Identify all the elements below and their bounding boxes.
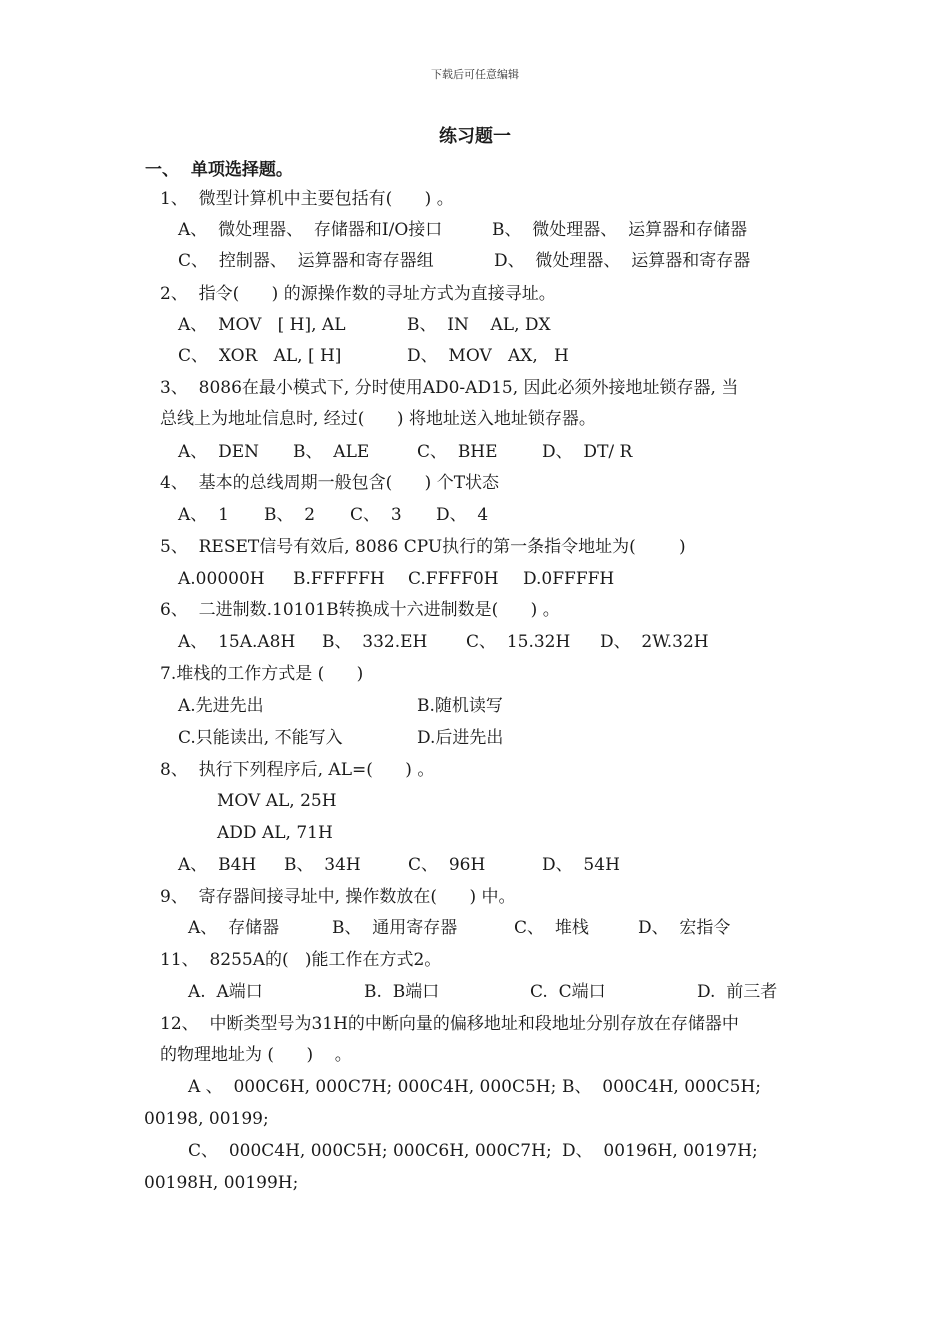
- question-5-option-a: A.00000H: [178, 569, 265, 589]
- question-9-option-d: D、 宏指令: [638, 918, 731, 938]
- question-12-stem-line-2: 的物理地址为 ( ) 。: [160, 1045, 352, 1065]
- question-4-option-a: A、 1: [178, 505, 229, 525]
- question-1-stem: 1、 微型计算机中主要包括有( ) 。: [160, 189, 454, 209]
- question-9-stem: 9、 寄存器间接寻址中, 操作数放在( ) 中。: [160, 887, 516, 907]
- question-7-option-d: D.后进先出: [417, 728, 504, 748]
- question-6-option-c: C、 15.32H: [466, 632, 571, 652]
- page-header: 下载后可任意编辑: [431, 68, 519, 81]
- question-11-stem: 11、 8255A的( )能工作在方式2。: [160, 950, 442, 970]
- question-3-option-d: D、 DT/ R: [542, 442, 633, 462]
- section-heading: 一、 单项选择题。: [145, 160, 293, 180]
- question-9-option-c: C、 堆栈: [514, 918, 589, 938]
- question-2-option-d: D、 MOV AX, H: [407, 346, 569, 366]
- question-8-stem: 8、 执行下列程序后, AL=( ) 。: [160, 760, 435, 780]
- question-11-option-c: C. C端口: [530, 982, 606, 1002]
- question-7-stem: 7.堆栈的工作方式是 ( ): [160, 664, 364, 684]
- question-12-option-c: C、 000C4H, 000C5H; 000C6H, 000C7H;: [188, 1141, 552, 1161]
- question-6-option-b: B、 332.EH: [322, 632, 428, 652]
- question-7-option-c: C.只能读出, 不能写入: [178, 728, 343, 748]
- question-7-option-b: B.随机读写: [417, 696, 503, 716]
- question-6-option-d: D、 2W.32H: [600, 632, 709, 652]
- question-4-option-b: B、 2: [264, 505, 316, 525]
- question-4-stem: 4、 基本的总线周期一般包含( ) 个T状态: [160, 473, 500, 493]
- question-1-option-d: D、 微处理器、 运算器和寄存器: [494, 251, 751, 271]
- question-8-option-b: B、 34H: [284, 855, 361, 875]
- question-1-option-a: A、 微处理器、 存储器和I/O接口: [178, 220, 443, 240]
- question-5-stem: 5、 RESET信号有效后, 8086 CPU执行的第一条指令地址为( ): [160, 537, 686, 557]
- question-2-option-a: A、 MOV [ H], AL: [178, 315, 346, 335]
- question-4-option-d: D、 4: [436, 505, 489, 525]
- question-8-option-d: D、 54H: [542, 855, 620, 875]
- question-8-option-c: C、 96H: [408, 855, 486, 875]
- page-title: 练习题一: [439, 126, 511, 147]
- question-12-option-d-continued: 00198H, 00199H;: [144, 1173, 299, 1193]
- question-11-option-b: B. B端口: [364, 982, 440, 1002]
- question-3-option-c: C、 BHE: [417, 442, 498, 462]
- question-1-option-b: B、 微处理器、 运算器和存储器: [492, 220, 748, 240]
- question-3-option-a: A、 DEN: [178, 442, 259, 462]
- question-12-stem-line-1: 12、 中断类型号为31H的中断向量的偏移地址和段地址分别存放在存储器中: [160, 1014, 739, 1034]
- question-4-option-c: C、 3: [350, 505, 402, 525]
- question-12-option-b: B、 000C4H, 000C5H;: [562, 1077, 762, 1097]
- question-3-stem-line-1: 3、 8086在最小模式下, 分时使用AD0-AD15, 因此必须外接地址锁存器, 当: [160, 378, 739, 398]
- question-2-option-b: B、 IN AL, DX: [407, 315, 551, 335]
- question-9-option-a: A、 存储器: [188, 918, 280, 938]
- question-6-stem: 6、 二进制数.10101B转换成十六进制数是( ) 。: [160, 600, 560, 620]
- question-2-option-c: C、 XOR AL, [ H]: [178, 346, 342, 366]
- question-11-option-a: A. A端口: [188, 982, 263, 1002]
- question-12-option-d: D、 00196H, 00197H;: [562, 1141, 758, 1161]
- question-6-option-a: A、 15A.A8H: [178, 632, 296, 652]
- question-8-code-line-2: ADD AL, 71H: [217, 823, 333, 843]
- question-12-option-b-continued: 00198, 00199;: [144, 1109, 269, 1129]
- question-5-option-c: C.FFFF0H: [408, 569, 499, 589]
- question-3-stem-line-2: 总线上为地址信息时, 经过( ) 将地址送入地址锁存器。: [160, 409, 596, 429]
- question-5-option-b: B.FFFFFH: [293, 569, 385, 589]
- question-2-stem: 2、 指令( ) 的源操作数的寻址方式为直接寻址。: [160, 284, 556, 304]
- question-5-option-d: D.0FFFFH: [523, 569, 615, 589]
- question-8-option-a: A、 B4H: [178, 855, 257, 875]
- question-9-option-b: B、 通用寄存器: [332, 918, 458, 938]
- question-11-option-d: D. 前三者: [697, 982, 778, 1002]
- question-7-option-a: A.先进先出: [178, 696, 264, 716]
- question-12-option-a: A 、 000C6H, 000C7H; 000C4H, 000C5H;: [188, 1077, 557, 1097]
- question-3-option-b: B、 ALE: [293, 442, 370, 462]
- question-8-code-line-1: MOV AL, 25H: [217, 791, 337, 811]
- question-1-option-c: C、 控制器、 运算器和寄存器组: [178, 251, 434, 271]
